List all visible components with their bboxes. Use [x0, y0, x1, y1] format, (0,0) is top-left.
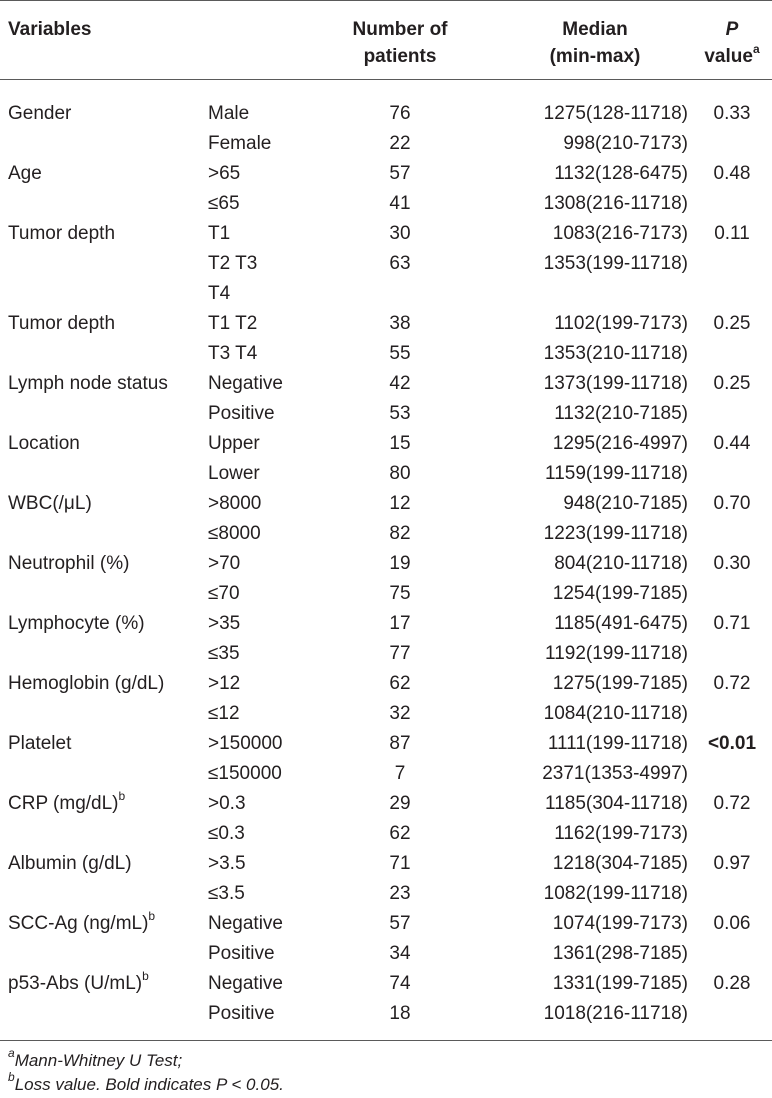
variable-label: Age: [8, 163, 42, 184]
patients-count-cell: 23: [389, 883, 411, 904]
subgroup-cell: >12: [208, 673, 241, 694]
variable-footnote-mark: b: [148, 908, 156, 923]
table-row: [0, 279, 772, 309]
median-range-cell: 1185(491-6475): [554, 613, 688, 634]
header-p-word: value: [704, 46, 753, 67]
table-row: [0, 459, 772, 489]
patients-count-cell: 55: [389, 343, 411, 364]
table-row: [0, 189, 772, 219]
table-row: [0, 699, 772, 729]
patients-count-cell: 41: [389, 193, 411, 214]
median-range-cell: 1192(199-11718): [545, 643, 688, 664]
p-value-cell: 0.48: [713, 163, 751, 184]
patients-count-cell: 76: [389, 103, 411, 124]
variable-cell: [8, 99, 71, 129]
variable-label: Tumor depth: [8, 313, 116, 334]
patients-count-cell: 18: [389, 1003, 411, 1024]
table-row: [0, 219, 772, 249]
variable-label: Tumor depth: [8, 223, 116, 244]
median-range-cell: 1082(199-11718): [543, 883, 688, 904]
table-row: [0, 129, 772, 159]
p-value-cell: 0.97: [713, 853, 751, 874]
subgroup-cell: >3.5: [208, 853, 246, 874]
median-range-cell: 2371(1353-4997): [542, 763, 688, 784]
patients-count-cell: 63: [389, 253, 411, 274]
patients-count-cell: 71: [389, 853, 411, 874]
header-median-line1: Median: [562, 19, 628, 40]
median-range-cell: 1018(216-11718): [543, 1003, 688, 1024]
median-range-cell: 1275(199-7185): [552, 673, 688, 694]
table-row: [0, 99, 772, 129]
subgroup-cell: >65: [208, 163, 241, 184]
p-value-cell: 0.06: [713, 913, 751, 934]
patients-count-cell: 42: [389, 373, 411, 394]
p-value-cell: 0.72: [713, 793, 751, 814]
subgroup-cell: Male: [208, 103, 250, 124]
median-range-cell: 1132(128-6475): [554, 163, 688, 184]
table-row: [0, 729, 772, 759]
footnote-b-mark: b: [8, 1070, 15, 1085]
median-range-cell: 1331(199-7185): [552, 973, 688, 994]
median-range-cell: 1162(199-7173): [554, 823, 688, 844]
variable-cell: [8, 429, 80, 459]
subgroup-cell: >150000: [208, 733, 283, 754]
variable-footnote-mark: b: [118, 788, 126, 803]
header-p-word-line: [694, 43, 770, 70]
patients-count-cell: 15: [389, 433, 411, 454]
variable-label: Neutrophil (%): [8, 553, 130, 574]
p-value-cell: 0.11: [714, 223, 750, 244]
subgroup-cell: ≤150000: [208, 763, 282, 784]
median-range-cell: 1185(304-11718): [545, 793, 688, 814]
variable-label: Lymph node status: [8, 373, 168, 394]
subgroup-cell: ≤0.3: [208, 823, 245, 844]
variable-cell: [8, 849, 132, 879]
patients-count-cell: 74: [389, 973, 411, 994]
subgroup-cell: >8000: [208, 493, 262, 514]
median-range-cell: 1295(216-4997): [552, 433, 688, 454]
table-row: [0, 759, 772, 789]
table-row: [0, 429, 772, 459]
median-range-cell: 1159(199-11718): [545, 463, 688, 484]
patients-count-cell: 87: [389, 733, 411, 754]
subgroup-cell: ≤3.5: [208, 883, 245, 904]
table-row: [0, 369, 772, 399]
subgroup-cell: >70: [208, 553, 241, 574]
median-range-cell: 1353(199-11718): [543, 253, 688, 274]
variable-cell: [8, 729, 71, 759]
patients-count-cell: 29: [389, 793, 411, 814]
table-row: [0, 579, 772, 609]
table-row: [0, 489, 772, 519]
subgroup-cell: Upper: [208, 433, 260, 454]
patients-count-cell: 53: [389, 403, 411, 424]
median-range-cell: 1361(298-7185): [552, 943, 688, 964]
variable-cell: [8, 219, 115, 249]
p-value-cell: 0.72: [713, 673, 751, 694]
footnote-a: [8, 1046, 183, 1073]
variable-cell: [8, 369, 168, 399]
subgroup-cell: ≤35: [208, 643, 240, 664]
subgroup-cell: Negative: [208, 913, 283, 934]
subgroup-cell: T3 T4: [208, 343, 258, 364]
patients-count-cell: 30: [389, 223, 411, 244]
subgroup-cell: T1 T2: [208, 313, 258, 334]
variable-label: Gender: [8, 103, 72, 124]
table-row: [0, 789, 772, 819]
subgroup-cell: ≤8000: [208, 523, 261, 544]
subgroup-cell: Positive: [208, 403, 275, 424]
variable-label: CRP (mg/dL): [8, 793, 119, 814]
table-row: [0, 819, 772, 849]
variable-cell: [8, 309, 115, 339]
table-top-rule: [0, 0, 772, 1]
median-range-cell: 1353(210-11718): [543, 343, 688, 364]
patients-count-cell: 32: [389, 703, 411, 724]
table-row: [0, 879, 772, 909]
variable-cell: [8, 159, 42, 189]
subgroup-cell: Female: [208, 133, 272, 154]
header-median: [505, 16, 685, 70]
patients-count-cell: 75: [389, 583, 411, 604]
p-value-cell: 0.71: [713, 613, 751, 634]
table-row: [0, 309, 772, 339]
table-row: [0, 549, 772, 579]
median-range-cell: 998(210-7173): [563, 133, 688, 154]
median-range-cell: 1102(199-7173): [554, 313, 688, 334]
variable-label: Location: [8, 433, 80, 454]
subgroup-cell: ≤12: [208, 703, 240, 724]
header-variables: Variables: [8, 19, 92, 40]
subgroup-cell: ≤70: [208, 583, 240, 604]
variable-label: WBC(/μL): [8, 493, 92, 514]
header-number-line2: patients: [363, 46, 437, 67]
subgroup-cell: T1: [208, 223, 231, 244]
header-median-line2: (min-max): [549, 46, 641, 67]
p-value-cell: 0.30: [713, 553, 751, 574]
table-body: [0, 99, 772, 1029]
footnote-a-text: Mann-Whitney U Test;: [14, 1051, 183, 1070]
median-range-cell: 804(210-11718): [554, 553, 688, 574]
variable-label: Albumin (g/dL): [8, 853, 132, 874]
footnote-a-mark: a: [8, 1046, 15, 1061]
median-range-cell: 1275(128-11718): [543, 103, 688, 124]
header-number-line1: Number of: [352, 19, 448, 40]
variable-footnote-mark: b: [142, 968, 149, 983]
patients-count-cell: 80: [389, 463, 411, 484]
patients-count-cell: 34: [389, 943, 411, 964]
table-row: [0, 159, 772, 189]
p-value-cell: 0.25: [713, 373, 751, 394]
p-value-cell: 0.25: [713, 313, 751, 334]
patients-count-cell: 77: [389, 643, 411, 664]
variable-label: SCC-Ag (ng/mL): [8, 913, 149, 934]
patients-count-cell: 7: [394, 763, 406, 784]
table-row: [0, 999, 772, 1029]
variable-cell: [8, 669, 164, 699]
p-value-cell: <0.01: [707, 733, 757, 754]
patients-count-cell: 62: [389, 823, 411, 844]
median-range-cell: 1074(199-7173): [552, 913, 688, 934]
variable-label: Lymphocyte (%): [8, 613, 145, 634]
subgroup-cell: >35: [208, 613, 241, 634]
table-row: [0, 399, 772, 429]
table-row: [0, 609, 772, 639]
patients-count-cell: 82: [389, 523, 411, 544]
variable-label: p53-Abs (U/mL): [8, 973, 143, 994]
variable-cell: [8, 489, 92, 519]
header-number-of-patients: [330, 16, 470, 70]
variable-label: Hemoglobin (g/dL): [8, 673, 165, 694]
p-value-cell: 0.33: [713, 103, 751, 124]
table-row: [0, 249, 772, 279]
header-p-sup: a: [752, 41, 760, 56]
variable-label: Platelet: [8, 733, 72, 754]
variable-cell: [8, 969, 149, 999]
median-range-cell: 1223(199-11718): [543, 523, 688, 544]
table-row: [0, 939, 772, 969]
patients-count-cell: 17: [389, 613, 411, 634]
median-range-cell: 1111(199-11718): [547, 733, 688, 754]
table-row: [0, 849, 772, 879]
p-value-cell: 0.28: [713, 973, 751, 994]
median-range-cell: 1373(199-11718): [543, 373, 688, 394]
footnote-b: [8, 1070, 284, 1097]
subgroup-cell: Negative: [208, 973, 283, 994]
table-row: [0, 639, 772, 669]
median-range-cell: 1083(216-7173): [552, 223, 688, 244]
table-row: [0, 339, 772, 369]
subgroup-cell: T4: [208, 283, 231, 304]
table-row: [0, 519, 772, 549]
patients-count-cell: 57: [389, 163, 411, 184]
p-value-cell: 0.70: [713, 493, 751, 514]
patients-count-cell: 12: [389, 493, 411, 514]
median-range-cell: 1084(210-11718): [543, 703, 688, 724]
footnote-b-text: Loss value. Bold indicates P < 0.05.: [14, 1075, 284, 1094]
table-row: [0, 969, 772, 999]
median-range-cell: 1254(199-7185): [552, 583, 688, 604]
variable-cell: [8, 909, 155, 939]
subgroup-cell: T2 T3: [208, 253, 258, 274]
patients-count-cell: 57: [389, 913, 411, 934]
header-p-letter: P: [725, 19, 739, 40]
subgroup-cell: Positive: [208, 943, 275, 964]
patients-count-cell: 19: [389, 553, 411, 574]
p-value-cell: 0.44: [713, 433, 751, 454]
subgroup-cell: >0.3: [208, 793, 246, 814]
patients-count-cell: 62: [389, 673, 411, 694]
header-p-value: [694, 16, 770, 70]
table-row: [0, 909, 772, 939]
median-range-cell: 1132(210-7185): [554, 403, 688, 424]
patients-count-cell: 38: [389, 313, 411, 334]
subgroup-cell: ≤65: [208, 193, 240, 214]
table-row: [0, 669, 772, 699]
variable-cell: [8, 549, 129, 579]
variable-cell: [8, 609, 145, 639]
median-range-cell: 1218(304-7185): [552, 853, 688, 874]
table-header-rule: [0, 79, 772, 80]
subgroup-cell: Lower: [208, 463, 260, 484]
median-range-cell: 948(210-7185): [563, 493, 688, 514]
median-range-cell: 1308(216-11718): [543, 193, 688, 214]
table-bottom-rule: [0, 1040, 772, 1041]
patients-count-cell: 22: [389, 133, 411, 154]
subgroup-cell: Negative: [208, 373, 283, 394]
subgroup-cell: Positive: [208, 1003, 275, 1024]
variable-cell: [8, 789, 125, 819]
